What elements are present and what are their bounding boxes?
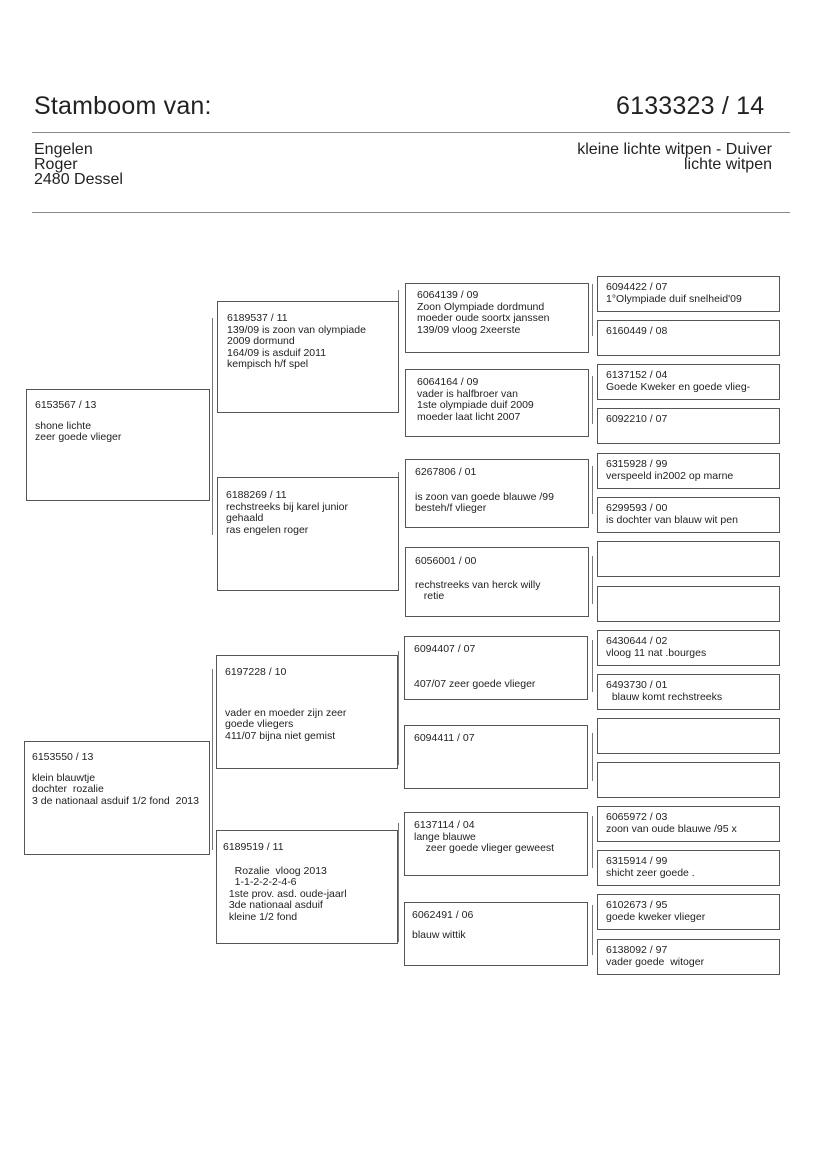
parent-box bbox=[217, 477, 399, 591]
ring-number: 6056001 / 00 bbox=[415, 555, 477, 567]
pedigree-note: besteh/f vlieger bbox=[415, 502, 487, 514]
connector-bracket bbox=[592, 816, 593, 868]
connector-bracket bbox=[398, 823, 399, 942]
grandparent-box bbox=[405, 283, 589, 353]
page-title: Stamboom van: bbox=[34, 92, 212, 120]
ring-number: 6267806 / 01 bbox=[415, 466, 477, 478]
ring-number: 6153550 / 13 bbox=[32, 751, 94, 763]
ring-number: 6064139 / 09 bbox=[417, 289, 479, 301]
pedigree-note: Rozalie vloog 2013 bbox=[223, 864, 327, 877]
owner-info bbox=[34, 142, 123, 187]
pedigree-note: zeer goede vlieger bbox=[35, 431, 122, 443]
owner-divider bbox=[32, 212, 790, 213]
connector-bracket bbox=[592, 284, 593, 336]
pedigree-note: vader is halfbroer van bbox=[417, 387, 518, 400]
pedigree-note: rechstreeks bij karel junior bbox=[226, 500, 348, 513]
pedigree-note: vloog 11 nat .bourges bbox=[606, 646, 707, 659]
ring-number: 6094407 / 07 bbox=[414, 643, 476, 655]
connector-bracket bbox=[592, 466, 593, 514]
grandparent-box bbox=[405, 459, 589, 528]
connector-bracket bbox=[592, 905, 593, 955]
pedigree-note: kleine 1/2 fond bbox=[223, 910, 298, 923]
ring-number: 6189537 / 11 bbox=[227, 312, 288, 324]
pedigree-note: 139/09 vloog 2xeerste bbox=[417, 323, 521, 336]
pedigree-note: 1-1-2-2-2-4-6 bbox=[223, 876, 297, 888]
ring-number: 6064164 / 09 bbox=[417, 376, 479, 388]
pedigree-note: verspeeld in2002 op marne bbox=[606, 469, 734, 482]
ring-number: 6062491 / 06 bbox=[412, 909, 474, 921]
great-grandparent-box bbox=[597, 364, 780, 400]
connector-bracket bbox=[592, 556, 593, 604]
pedigree-note: 139/09 is zoon van olympiade bbox=[227, 323, 366, 336]
header-divider bbox=[32, 132, 790, 133]
grandparent-box bbox=[404, 902, 588, 966]
pigeon-description bbox=[480, 142, 772, 172]
ring-number: 6102673 / 95 bbox=[606, 899, 668, 911]
pedigree-note: ras engelen roger bbox=[226, 523, 309, 536]
parent-box bbox=[216, 830, 398, 944]
grandparent-box bbox=[405, 369, 589, 437]
pedigree-note: moeder laat licht 2007 bbox=[417, 410, 521, 423]
great-grandparent-box bbox=[597, 497, 780, 533]
pedigree-note: 164/09 is asduif 2011 bbox=[227, 346, 327, 359]
owner-address: 2480 Dessel bbox=[34, 171, 123, 188]
ring-number: 6188269 / 11 bbox=[226, 489, 287, 501]
pedigree-note: 411/07 bijna niet gemist bbox=[225, 729, 336, 742]
pedigree-note: 3de nationaal asduif bbox=[223, 899, 323, 911]
great-grandparent-box bbox=[597, 630, 780, 666]
pedigree-note: gehaald bbox=[226, 512, 264, 524]
great-grandparent-box bbox=[597, 850, 780, 886]
connector-bracket bbox=[398, 651, 399, 765]
pedigree-note: blauw komt rechstreeks bbox=[606, 690, 723, 703]
grandparent-box bbox=[404, 725, 588, 789]
pedigree-note: zoon van oude blauwe /95 x bbox=[606, 822, 737, 835]
ring-number: 6094422 / 07 bbox=[606, 281, 668, 293]
connector-bracket bbox=[212, 669, 213, 850]
grandparent-box bbox=[404, 812, 588, 876]
ring-number: 6299593 / 00 bbox=[606, 502, 668, 514]
pedigree-note: dochter rozalie bbox=[32, 783, 104, 795]
grandparent-box bbox=[405, 547, 589, 617]
pedigree-note: 1ste prov. asd. oude-jaarl bbox=[223, 887, 347, 900]
ring-number: 6160449 / 08 bbox=[606, 325, 668, 337]
description-line-1: kleine lichte witpen - Duiver bbox=[577, 141, 772, 158]
subject-sire-box bbox=[26, 389, 210, 501]
great-grandparent-box bbox=[597, 674, 780, 710]
great-grandparent-box bbox=[597, 806, 780, 842]
owner-firstname: Roger bbox=[34, 156, 78, 173]
pedigree-note: blauw wittik bbox=[412, 928, 466, 941]
ring-number: 6094411 / 07 bbox=[414, 732, 475, 744]
pedigree-note: rechstreeks van herck willy bbox=[415, 578, 541, 591]
pedigree-note: 3 de nationaal asduif 1/2 fond 2013 bbox=[32, 794, 199, 807]
great-grandparent-box bbox=[597, 453, 780, 489]
connector-bracket bbox=[592, 376, 593, 424]
great-grandparent-box-empty bbox=[597, 586, 780, 622]
parent-box bbox=[216, 655, 398, 769]
pedigree-note: moeder oude soortx janssen bbox=[417, 312, 550, 324]
pedigree-note: 1°Olympiade duif snelheid'09 bbox=[606, 292, 742, 305]
pedigree-note: zeer goede vlieger geweest bbox=[414, 842, 555, 854]
pedigree-note: is zoon van goede blauwe /99 bbox=[415, 490, 554, 503]
connector-bracket bbox=[592, 640, 593, 692]
ring-number: 6137152 / 04 bbox=[606, 369, 668, 381]
connector-bracket bbox=[212, 318, 213, 535]
pedigree-note: shicht zeer goede . bbox=[606, 866, 695, 879]
parent-box bbox=[217, 301, 399, 413]
pedigree-note: kempisch h/f spel bbox=[227, 358, 309, 370]
pedigree-note: lange blauwe bbox=[414, 830, 476, 843]
pedigree-note: klein blauwtje bbox=[32, 771, 96, 784]
ring-number: 6430644 / 02 bbox=[606, 635, 668, 647]
great-grandparent-box bbox=[597, 276, 780, 312]
ring-number: 6493730 / 01 bbox=[606, 679, 668, 691]
owner-surname: Engelen bbox=[34, 141, 93, 158]
great-grandparent-box bbox=[597, 320, 780, 356]
great-grandparent-box bbox=[597, 939, 780, 975]
pedigree-note: is dochter van blauw wit pen bbox=[606, 513, 738, 526]
great-grandparent-box-empty bbox=[597, 718, 780, 754]
pedigree-note: vader en moeder zijn zeer bbox=[225, 706, 347, 719]
connector-bracket bbox=[592, 733, 593, 781]
subject-dam-box bbox=[24, 741, 210, 855]
ring-number: 6133323 / 14 bbox=[616, 92, 765, 120]
pedigree-note: goede vliegers bbox=[225, 718, 294, 730]
great-grandparent-box bbox=[597, 894, 780, 930]
description-line-2: lichte witpen bbox=[683, 156, 772, 173]
ring-number: 6092210 / 07 bbox=[606, 413, 668, 425]
pedigree-note: Goede Kweker en goede vlieg- bbox=[606, 380, 751, 393]
pedigree-note: retie bbox=[415, 590, 445, 602]
great-grandparent-box-empty bbox=[597, 541, 780, 577]
pedigree-note: shone lichte bbox=[35, 419, 92, 432]
pedigree-note: goede kweker vlieger bbox=[606, 910, 706, 923]
ring-number: 6315914 / 99 bbox=[606, 855, 668, 867]
great-grandparent-box-empty bbox=[597, 762, 780, 798]
pedigree-note: Zoon Olympiade dordmund bbox=[417, 300, 545, 313]
pedigree-note: vader goede witoger bbox=[606, 955, 705, 968]
pedigree-note: 2009 dormund bbox=[227, 335, 295, 347]
grandparent-box bbox=[404, 636, 588, 700]
pedigree-note: 407/07 zeer goede vlieger bbox=[414, 677, 536, 690]
ring-number: 6189519 / 11 bbox=[223, 841, 284, 853]
ring-number: 6137114 / 04 bbox=[414, 819, 475, 831]
great-grandparent-box bbox=[597, 408, 780, 444]
pedigree-note: 1ste olympiade duif 2009 bbox=[417, 399, 534, 411]
ring-number: 6065972 / 03 bbox=[606, 811, 668, 823]
ring-number: 6153567 / 13 bbox=[35, 399, 97, 411]
ring-number: 6197228 / 10 bbox=[225, 666, 287, 678]
ring-number: 6315928 / 99 bbox=[606, 458, 668, 470]
ring-number: 6138092 / 97 bbox=[606, 944, 668, 956]
